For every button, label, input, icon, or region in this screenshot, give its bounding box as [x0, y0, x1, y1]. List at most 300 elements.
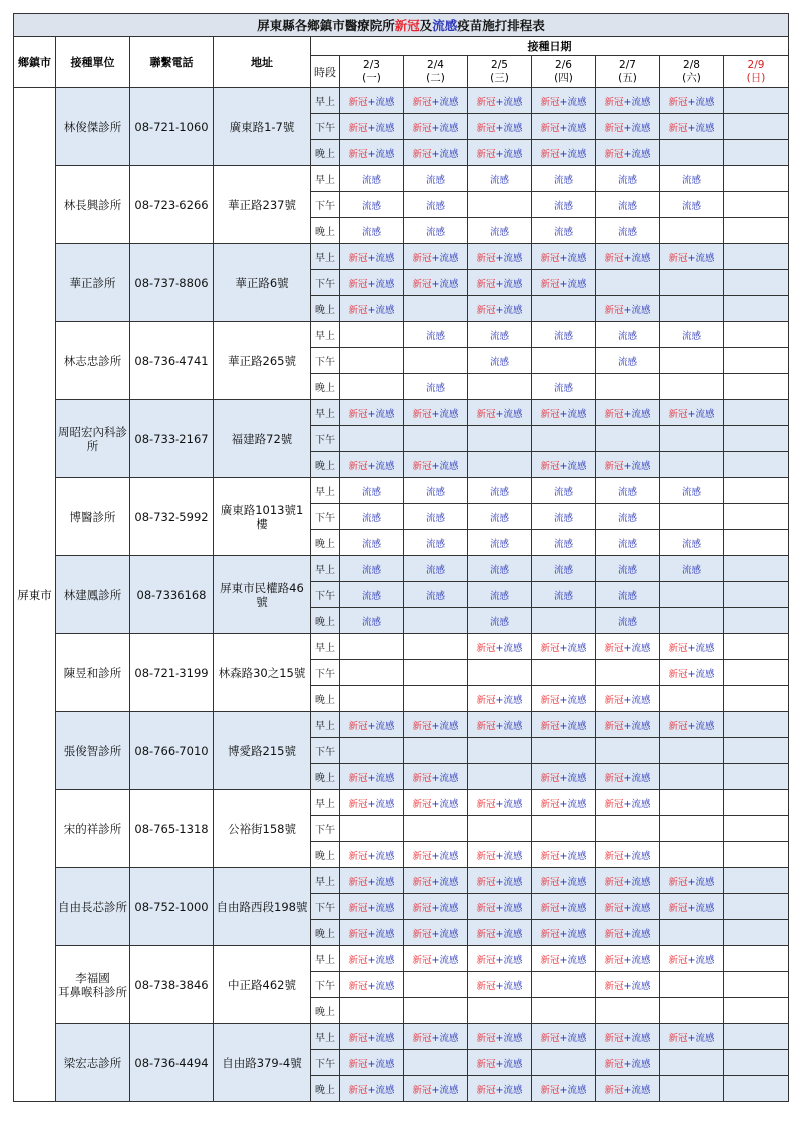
flu-label: 流感 [375, 798, 395, 810]
covid-label: 新冠 [668, 96, 688, 108]
flu-label: 流感 [361, 512, 381, 524]
flu-label: 流感 [631, 1058, 651, 1070]
plus-label: + [495, 148, 504, 160]
period-cell: 早上 [311, 88, 340, 114]
table-row [14, 478, 789, 504]
covid-label: 新冠 [540, 954, 560, 966]
flu-label: 流感 [695, 902, 715, 914]
covid-label: 新冠 [476, 278, 496, 290]
schedule-cell [724, 920, 789, 946]
clinic-name [56, 946, 130, 1024]
flu-label: 流感 [681, 486, 701, 498]
schedule-cell [340, 868, 404, 894]
covid-label: 新冠 [476, 408, 496, 420]
flu-label: 流感 [503, 408, 523, 420]
covid-label: 新冠 [476, 694, 496, 706]
covid-label: 新冠 [476, 1084, 496, 1096]
plus-label: + [367, 720, 376, 732]
clinic-address-line: 公裕街158號 [228, 821, 296, 836]
plus-label: + [687, 668, 696, 680]
clinic-name-line: 張俊智診所 [63, 743, 122, 758]
flu-label: 流感 [567, 772, 587, 784]
header-date-3 [532, 56, 596, 88]
schedule-cell [468, 244, 532, 270]
clinic-address [214, 712, 311, 790]
schedule-cell [404, 660, 468, 686]
table-row [14, 166, 789, 192]
schedule-cell [596, 946, 660, 972]
plus-label: + [559, 122, 568, 134]
schedule-cell [340, 322, 404, 348]
schedule-cell [468, 504, 532, 530]
flu-label: 流感 [631, 902, 651, 914]
period-cell: 早上 [311, 1024, 340, 1050]
schedule-cell [468, 1076, 532, 1102]
header-date-label: 2/9 [747, 58, 765, 71]
flu-label: 流感 [567, 408, 587, 420]
flu-label: 流感 [567, 148, 587, 160]
flu-label: 流感 [553, 538, 573, 550]
flu-label: 流感 [567, 96, 587, 108]
period-cell: 晚上 [311, 842, 340, 868]
header-date-label: 2/5 [491, 58, 508, 71]
flu-label: 流感 [567, 642, 587, 654]
schedule-cell [404, 634, 468, 660]
schedule-cell [404, 946, 468, 972]
covid-label: 新冠 [348, 902, 368, 914]
schedule-cell [468, 738, 532, 764]
plus-label: + [495, 642, 504, 654]
covid-label: 新冠 [348, 928, 368, 940]
covid-label: 新冠 [668, 902, 688, 914]
flu-label: 流感 [681, 564, 701, 576]
plus-label: + [367, 460, 376, 472]
schedule-cell [468, 530, 532, 556]
period-cell: 早上 [311, 790, 340, 816]
plus-label: + [623, 408, 632, 420]
clinic-name-line: 陳昱和診所 [63, 665, 122, 680]
flu-label: 流感 [425, 200, 445, 212]
schedule-cell [340, 946, 404, 972]
schedule-cell [724, 946, 789, 972]
covid-label: 新冠 [668, 1032, 688, 1044]
covid-label: 新冠 [476, 954, 496, 966]
covid-label: 新冠 [348, 876, 368, 888]
flu-label: 流感 [695, 668, 715, 680]
flu-label: 流感 [425, 538, 445, 550]
covid-label: 新冠 [476, 902, 496, 914]
schedule-cell [724, 1050, 789, 1076]
covid-label: 新冠 [412, 408, 432, 420]
schedule-cell [660, 946, 724, 972]
covid-label: 新冠 [540, 408, 560, 420]
clinic-name-line: 所 [86, 438, 99, 453]
covid-label: 新冠 [540, 252, 560, 264]
plus-label: + [623, 720, 632, 732]
flu-label: 流感 [439, 850, 459, 862]
schedule-cell [340, 348, 404, 374]
table-row [14, 946, 789, 972]
schedule-cell [660, 296, 724, 322]
covid-label: 新冠 [540, 1084, 560, 1096]
covid-label: 新冠 [540, 772, 560, 784]
flu-label: 流感 [503, 928, 523, 940]
clinic-name [56, 556, 130, 634]
flu-label: 流感 [489, 616, 509, 628]
schedule-cell [532, 296, 596, 322]
schedule-cell [532, 920, 596, 946]
covid-label: 新冠 [540, 850, 560, 862]
schedule-cell [660, 88, 724, 114]
schedule-cell [468, 556, 532, 582]
flu-label: 流感 [489, 486, 509, 498]
covid-label: 新冠 [412, 850, 432, 862]
schedule-cell [660, 998, 724, 1024]
title-conj: 及 [419, 18, 433, 33]
schedule-cell [660, 1050, 724, 1076]
flu-label: 流感 [425, 512, 445, 524]
flu-label: 流感 [489, 330, 509, 342]
header-phone: 聯繫電話 [130, 37, 214, 88]
plus-label: + [623, 96, 632, 108]
schedule-cell [404, 582, 468, 608]
schedule-cell [660, 452, 724, 478]
plus-label: + [687, 1032, 696, 1044]
schedule-cell [596, 972, 660, 998]
flu-label: 流感 [439, 148, 459, 160]
schedule-cell [532, 790, 596, 816]
period-cell: 下午 [311, 192, 340, 218]
plus-label: + [623, 980, 632, 992]
flu-label: 流感 [503, 954, 523, 966]
plus-label: + [623, 642, 632, 654]
clinic-address-line: 號 [256, 594, 268, 609]
schedule-cell [660, 738, 724, 764]
schedule-cell [596, 504, 660, 530]
covid-label: 新冠 [668, 876, 688, 888]
flu-label: 流感 [695, 720, 715, 732]
plus-label: + [367, 876, 376, 888]
schedule-cell [660, 374, 724, 400]
period-cell: 下午 [311, 270, 340, 296]
plus-label: + [367, 1032, 376, 1044]
schedule-cell [660, 582, 724, 608]
period-cell: 早上 [311, 556, 340, 582]
period-cell: 下午 [311, 426, 340, 452]
schedule-cell [532, 426, 596, 452]
flu-label: 流感 [681, 330, 701, 342]
covid-label: 新冠 [348, 1084, 368, 1096]
plus-label: + [431, 902, 440, 914]
schedule-cell [724, 140, 789, 166]
schedule-cell [596, 660, 660, 686]
schedule-cell [596, 816, 660, 842]
clinic-name-line: 林俊傑診所 [63, 119, 122, 134]
schedule-cell [724, 634, 789, 660]
schedule-cell [660, 712, 724, 738]
flu-label: 流感 [425, 564, 445, 576]
title-flu: 流感 [432, 18, 458, 33]
period-cell: 下午 [311, 660, 340, 686]
flu-label: 流感 [631, 694, 651, 706]
period-cell: 晚上 [311, 1076, 340, 1102]
schedule-cell [468, 478, 532, 504]
clinic-name [56, 790, 130, 868]
flu-label: 流感 [617, 616, 637, 628]
flu-label: 流感 [375, 96, 395, 108]
schedule-cell [724, 556, 789, 582]
flu-label: 流感 [631, 148, 651, 160]
clinic-name-line: 周昭宏內科診 [58, 424, 127, 439]
plus-label: + [367, 148, 376, 160]
schedule-cell [596, 712, 660, 738]
period-cell: 下午 [311, 582, 340, 608]
schedule-cell [724, 296, 789, 322]
flu-label: 流感 [489, 590, 509, 602]
covid-label: 新冠 [412, 720, 432, 732]
plus-label: + [559, 954, 568, 966]
schedule-cell [340, 712, 404, 738]
schedule-cell [596, 452, 660, 478]
period-cell: 下午 [311, 816, 340, 842]
clinic-phone: 08-736-4741 [130, 322, 214, 400]
schedule-cell [724, 452, 789, 478]
covid-label: 新冠 [348, 850, 368, 862]
clinic-phone: 08-736-4494 [130, 1024, 214, 1102]
schedule-cell [404, 920, 468, 946]
schedule-cell [660, 244, 724, 270]
plus-label: + [367, 954, 376, 966]
flu-label: 流感 [631, 1032, 651, 1044]
clinic-address-line: 博愛路215號 [228, 743, 296, 758]
flu-label: 流感 [439, 278, 459, 290]
flu-label: 流感 [361, 174, 381, 186]
covid-label: 新冠 [668, 668, 688, 680]
schedule-cell [724, 582, 789, 608]
schedule-cell [532, 114, 596, 140]
covid-label: 新冠 [412, 928, 432, 940]
flu-label: 流感 [375, 460, 395, 472]
flu-label: 流感 [553, 200, 573, 212]
schedule-cell [724, 738, 789, 764]
plus-label: + [431, 798, 440, 810]
covid-label: 新冠 [604, 304, 624, 316]
flu-label: 流感 [439, 720, 459, 732]
flu-label: 流感 [503, 720, 523, 732]
flu-label: 流感 [617, 226, 637, 238]
table-row [14, 790, 789, 816]
flu-label: 流感 [631, 1084, 651, 1096]
schedule-cell [468, 322, 532, 348]
schedule-cell [660, 504, 724, 530]
schedule-cell [404, 400, 468, 426]
covid-label: 新冠 [604, 96, 624, 108]
schedule-cell [724, 244, 789, 270]
flu-label: 流感 [489, 356, 509, 368]
clinic-address-line: 樓 [256, 516, 268, 531]
clinic-name-line: 自由長芯診所 [58, 899, 127, 914]
schedule-cell [468, 374, 532, 400]
schedule-cell [468, 192, 532, 218]
flu-label: 流感 [489, 174, 509, 186]
covid-label: 新冠 [476, 876, 496, 888]
plus-label: + [495, 408, 504, 420]
flu-label: 流感 [503, 252, 523, 264]
covid-label: 新冠 [604, 642, 624, 654]
schedule-cell [596, 374, 660, 400]
header-dates-group: 接種日期 [311, 37, 789, 56]
plus-label: + [623, 772, 632, 784]
schedule-cell [724, 686, 789, 712]
period-cell: 下午 [311, 894, 340, 920]
schedule-cell [340, 842, 404, 868]
schedule-cell [468, 790, 532, 816]
period-cell: 早上 [311, 868, 340, 894]
flu-label: 流感 [695, 96, 715, 108]
plus-label: + [687, 122, 696, 134]
clinic-address-line: 屏東市民權路46 [220, 580, 304, 595]
schedule-cell [532, 322, 596, 348]
covid-label: 新冠 [476, 1032, 496, 1044]
flu-label: 流感 [439, 1084, 459, 1096]
schedule-cell [532, 400, 596, 426]
schedule-cell [468, 1024, 532, 1050]
flu-label: 流感 [439, 122, 459, 134]
plus-label: + [431, 96, 440, 108]
covid-label: 新冠 [604, 902, 624, 914]
flu-label: 流感 [553, 486, 573, 498]
flu-label: 流感 [375, 278, 395, 290]
plus-label: + [559, 928, 568, 940]
covid-label: 新冠 [540, 122, 560, 134]
schedule-cell [596, 634, 660, 660]
schedule-cell [404, 1076, 468, 1102]
covid-label: 新冠 [412, 148, 432, 160]
covid-label: 新冠 [412, 460, 432, 472]
clinic-address-line: 自由路379-4號 [222, 1055, 302, 1070]
schedule-cell [340, 244, 404, 270]
period-cell: 晚上 [311, 608, 340, 634]
plus-label: + [495, 928, 504, 940]
schedule-cell [724, 608, 789, 634]
header-weekday-label: (二) [426, 71, 445, 84]
covid-label: 新冠 [476, 928, 496, 940]
flu-label: 流感 [631, 850, 651, 862]
flu-label: 流感 [631, 772, 651, 784]
schedule-cell [404, 556, 468, 582]
schedule-cell [404, 114, 468, 140]
plus-label: + [559, 772, 568, 784]
covid-label: 新冠 [412, 772, 432, 784]
clinic-address [214, 88, 311, 166]
flu-label: 流感 [567, 720, 587, 732]
schedule-cell [532, 894, 596, 920]
plus-label: + [559, 252, 568, 264]
schedule-cell [404, 790, 468, 816]
header-town: 鄉鎮市 [14, 37, 56, 88]
schedule-cell [340, 452, 404, 478]
schedule-cell [596, 244, 660, 270]
flu-label: 流感 [695, 122, 715, 134]
plus-label: + [495, 1058, 504, 1070]
schedule-cell [532, 270, 596, 296]
plus-label: + [623, 252, 632, 264]
flu-label: 流感 [567, 850, 587, 862]
covid-label: 新冠 [412, 278, 432, 290]
flu-label: 流感 [681, 174, 701, 186]
covid-label: 新冠 [668, 408, 688, 420]
covid-label: 新冠 [476, 96, 496, 108]
schedule-cell [468, 608, 532, 634]
header-date-2 [468, 56, 532, 88]
period-cell: 晚上 [311, 218, 340, 244]
schedule-cell [596, 738, 660, 764]
covid-label: 新冠 [604, 876, 624, 888]
flu-label: 流感 [695, 876, 715, 888]
schedule-cell [340, 88, 404, 114]
flu-label: 流感 [567, 1084, 587, 1096]
plus-label: + [687, 954, 696, 966]
clinic-name [56, 712, 130, 790]
flu-label: 流感 [375, 1084, 395, 1096]
flu-label: 流感 [439, 252, 459, 264]
clinic-name [56, 322, 130, 400]
period-cell: 早上 [311, 400, 340, 426]
flu-label: 流感 [631, 408, 651, 420]
schedule-cell [596, 348, 660, 374]
clinic-name-line: 耳鼻喉科診所 [58, 984, 127, 999]
flu-label: 流感 [631, 928, 651, 940]
period-cell: 早上 [311, 634, 340, 660]
plus-label: + [431, 278, 440, 290]
plus-label: + [431, 850, 440, 862]
schedule-cell [596, 88, 660, 114]
schedule-table [13, 13, 789, 1102]
covid-label: 新冠 [412, 902, 432, 914]
clinic-phone: 08-752-1000 [130, 868, 214, 946]
schedule-cell [724, 790, 789, 816]
schedule-cell [724, 114, 789, 140]
clinic-phone: 08-738-3846 [130, 946, 214, 1024]
schedule-cell [724, 400, 789, 426]
covid-label: 新冠 [604, 850, 624, 862]
flu-label: 流感 [567, 798, 587, 810]
schedule-cell [532, 582, 596, 608]
plus-label: + [495, 1084, 504, 1096]
schedule-cell [660, 686, 724, 712]
flu-label: 流感 [567, 278, 587, 290]
header-weekday-label: (四) [554, 71, 573, 84]
schedule-cell [596, 686, 660, 712]
covid-label: 新冠 [348, 122, 368, 134]
covid-label: 新冠 [476, 980, 496, 992]
flu-label: 流感 [681, 538, 701, 550]
clinic-name [56, 478, 130, 556]
schedule-cell [532, 478, 596, 504]
flu-label: 流感 [681, 200, 701, 212]
schedule-cell [532, 1050, 596, 1076]
flu-label: 流感 [631, 798, 651, 810]
plus-label: + [559, 278, 568, 290]
schedule-cell [468, 920, 532, 946]
plus-label: + [623, 1058, 632, 1070]
clinic-name-line: 博醫診所 [69, 509, 116, 524]
period-cell: 晚上 [311, 764, 340, 790]
covid-label: 新冠 [412, 96, 432, 108]
schedule-cell [468, 400, 532, 426]
schedule-cell [532, 244, 596, 270]
covid-label: 新冠 [668, 252, 688, 264]
